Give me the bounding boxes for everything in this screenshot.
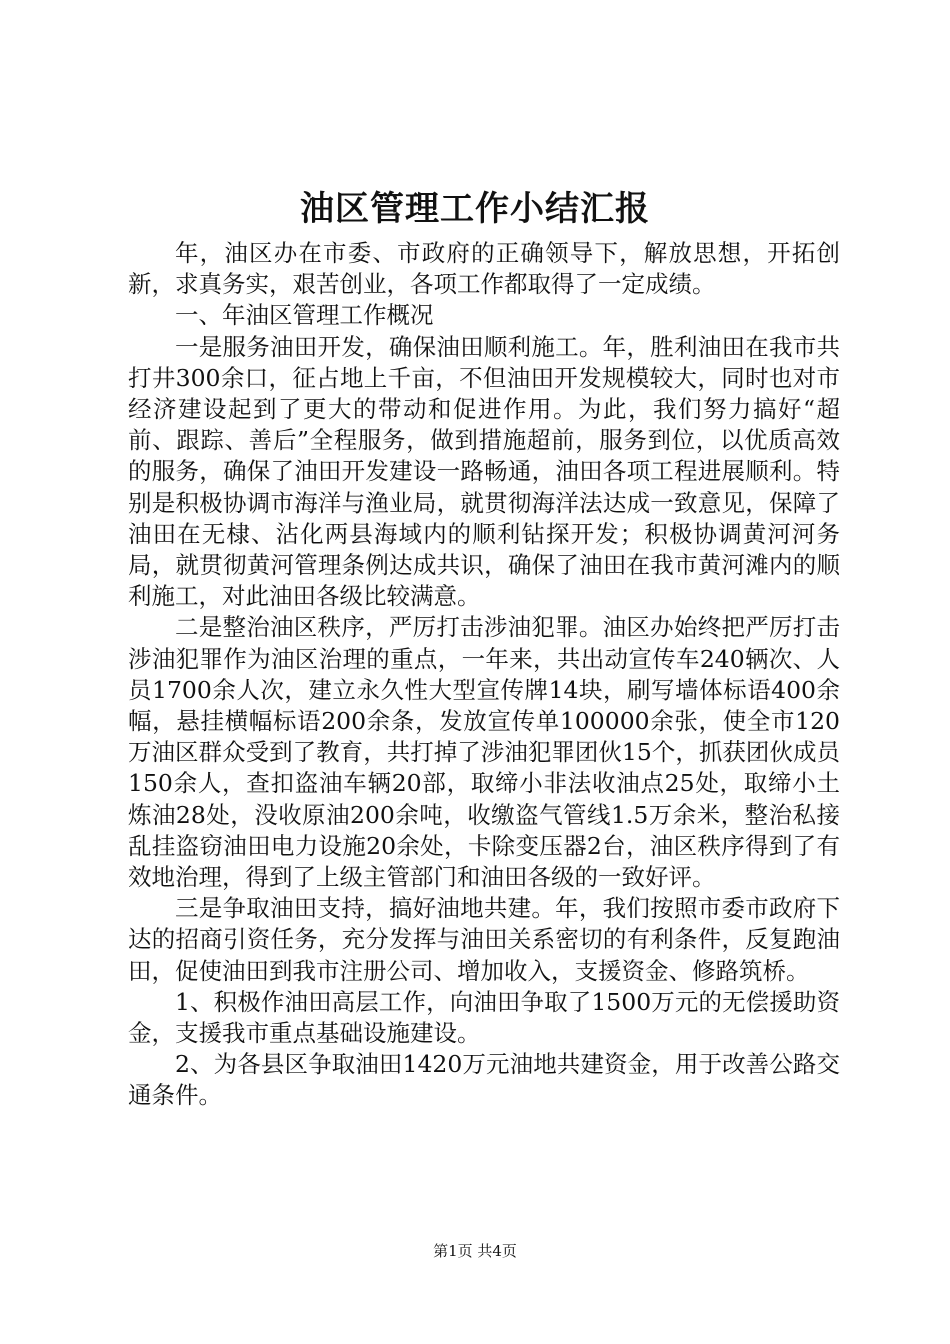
- section-heading-overview: 一、年油区管理工作概况: [175, 301, 434, 330]
- paragraph-service-oilfield: 一是服务油田开发，确保油田顺利施工。年，胜利油田在我市共打井300余口，征占地上千亩，不但油田开发规模较大，同时也对市经济建设起到了更大的带动和促进作用。为此，我们努力搞好“超前、跟踪、善后”全程服务，做到措施超前，服务到位，以优质高效的服务，确保了油田开发建设一路畅通，油田各项工程进展顺利。特别是积极协调市海洋与渔业局，就贯彻海洋法达成一致意见，保障了油田在无棣、沾化两县海域内的顺利钻探开发；积极协调黄河河务局，就贯彻黄河管理条例达成共识，确保了油田在我市黄河滩内的顺利施工，对此油田各级比较满意。: [128, 332, 840, 611]
- paragraph-intro: 年，油区办在市委、市政府的正确领导下，解放思想，开拓创新，求真务实，艰苦创业，各项工作都取得了一定成绩。: [128, 239, 840, 299]
- document-title: 油区管理工作小结汇报: [300, 189, 650, 229]
- paragraph-order-crackdown: 二是整治油区秩序，严厉打击涉油犯罪。油区办始终把严厉打击涉油犯罪作为油区治理的重点，一年来，共出动宣传车240辆次、人员1700余人次，建立永久性大型宣传牌14块，刷写墙体标语400余幅，悬挂横幅标语200余条，发放宣传单100000余张，使全市120万油区群众受到了教育，共打掉了涉油犯罪团伙15个，抓获团伙成员150余人，查扣盗油车辆20部，取缔小非法收油点25处，取缔小土炼油28处，没收原油200余吨，收缴盗气管线1.5万余米，整治私接乱挂盗窃油田电力设施20余处，卡除变压器2台，油区秩序得到了有效地治理，得到了上级主管部门和油田各级的一致好评。: [128, 613, 840, 892]
- paragraph-support-cobuild: 三是争取油田支持，搞好油地共建。年，我们按照市委市政府下达的招商引资任务，充分发挥与油田关系密切的有利条件，反复跑油田，促使油田到我市注册公司、增加收入，支援资金、修路筑桥。: [128, 894, 840, 985]
- page-footer: 第1页 共4页: [433, 1242, 517, 1260]
- list-item-2: 2、为各县区争取油田1420万元油地共建资金，用于改善公路交通条件。: [128, 1050, 840, 1110]
- list-item-1: 1、积极作油田高层工作，向油田争取了1500万元的无偿援助资金，支援我市重点基础设施建设。: [128, 987, 840, 1048]
- document-body: [128, 238, 840, 1112]
